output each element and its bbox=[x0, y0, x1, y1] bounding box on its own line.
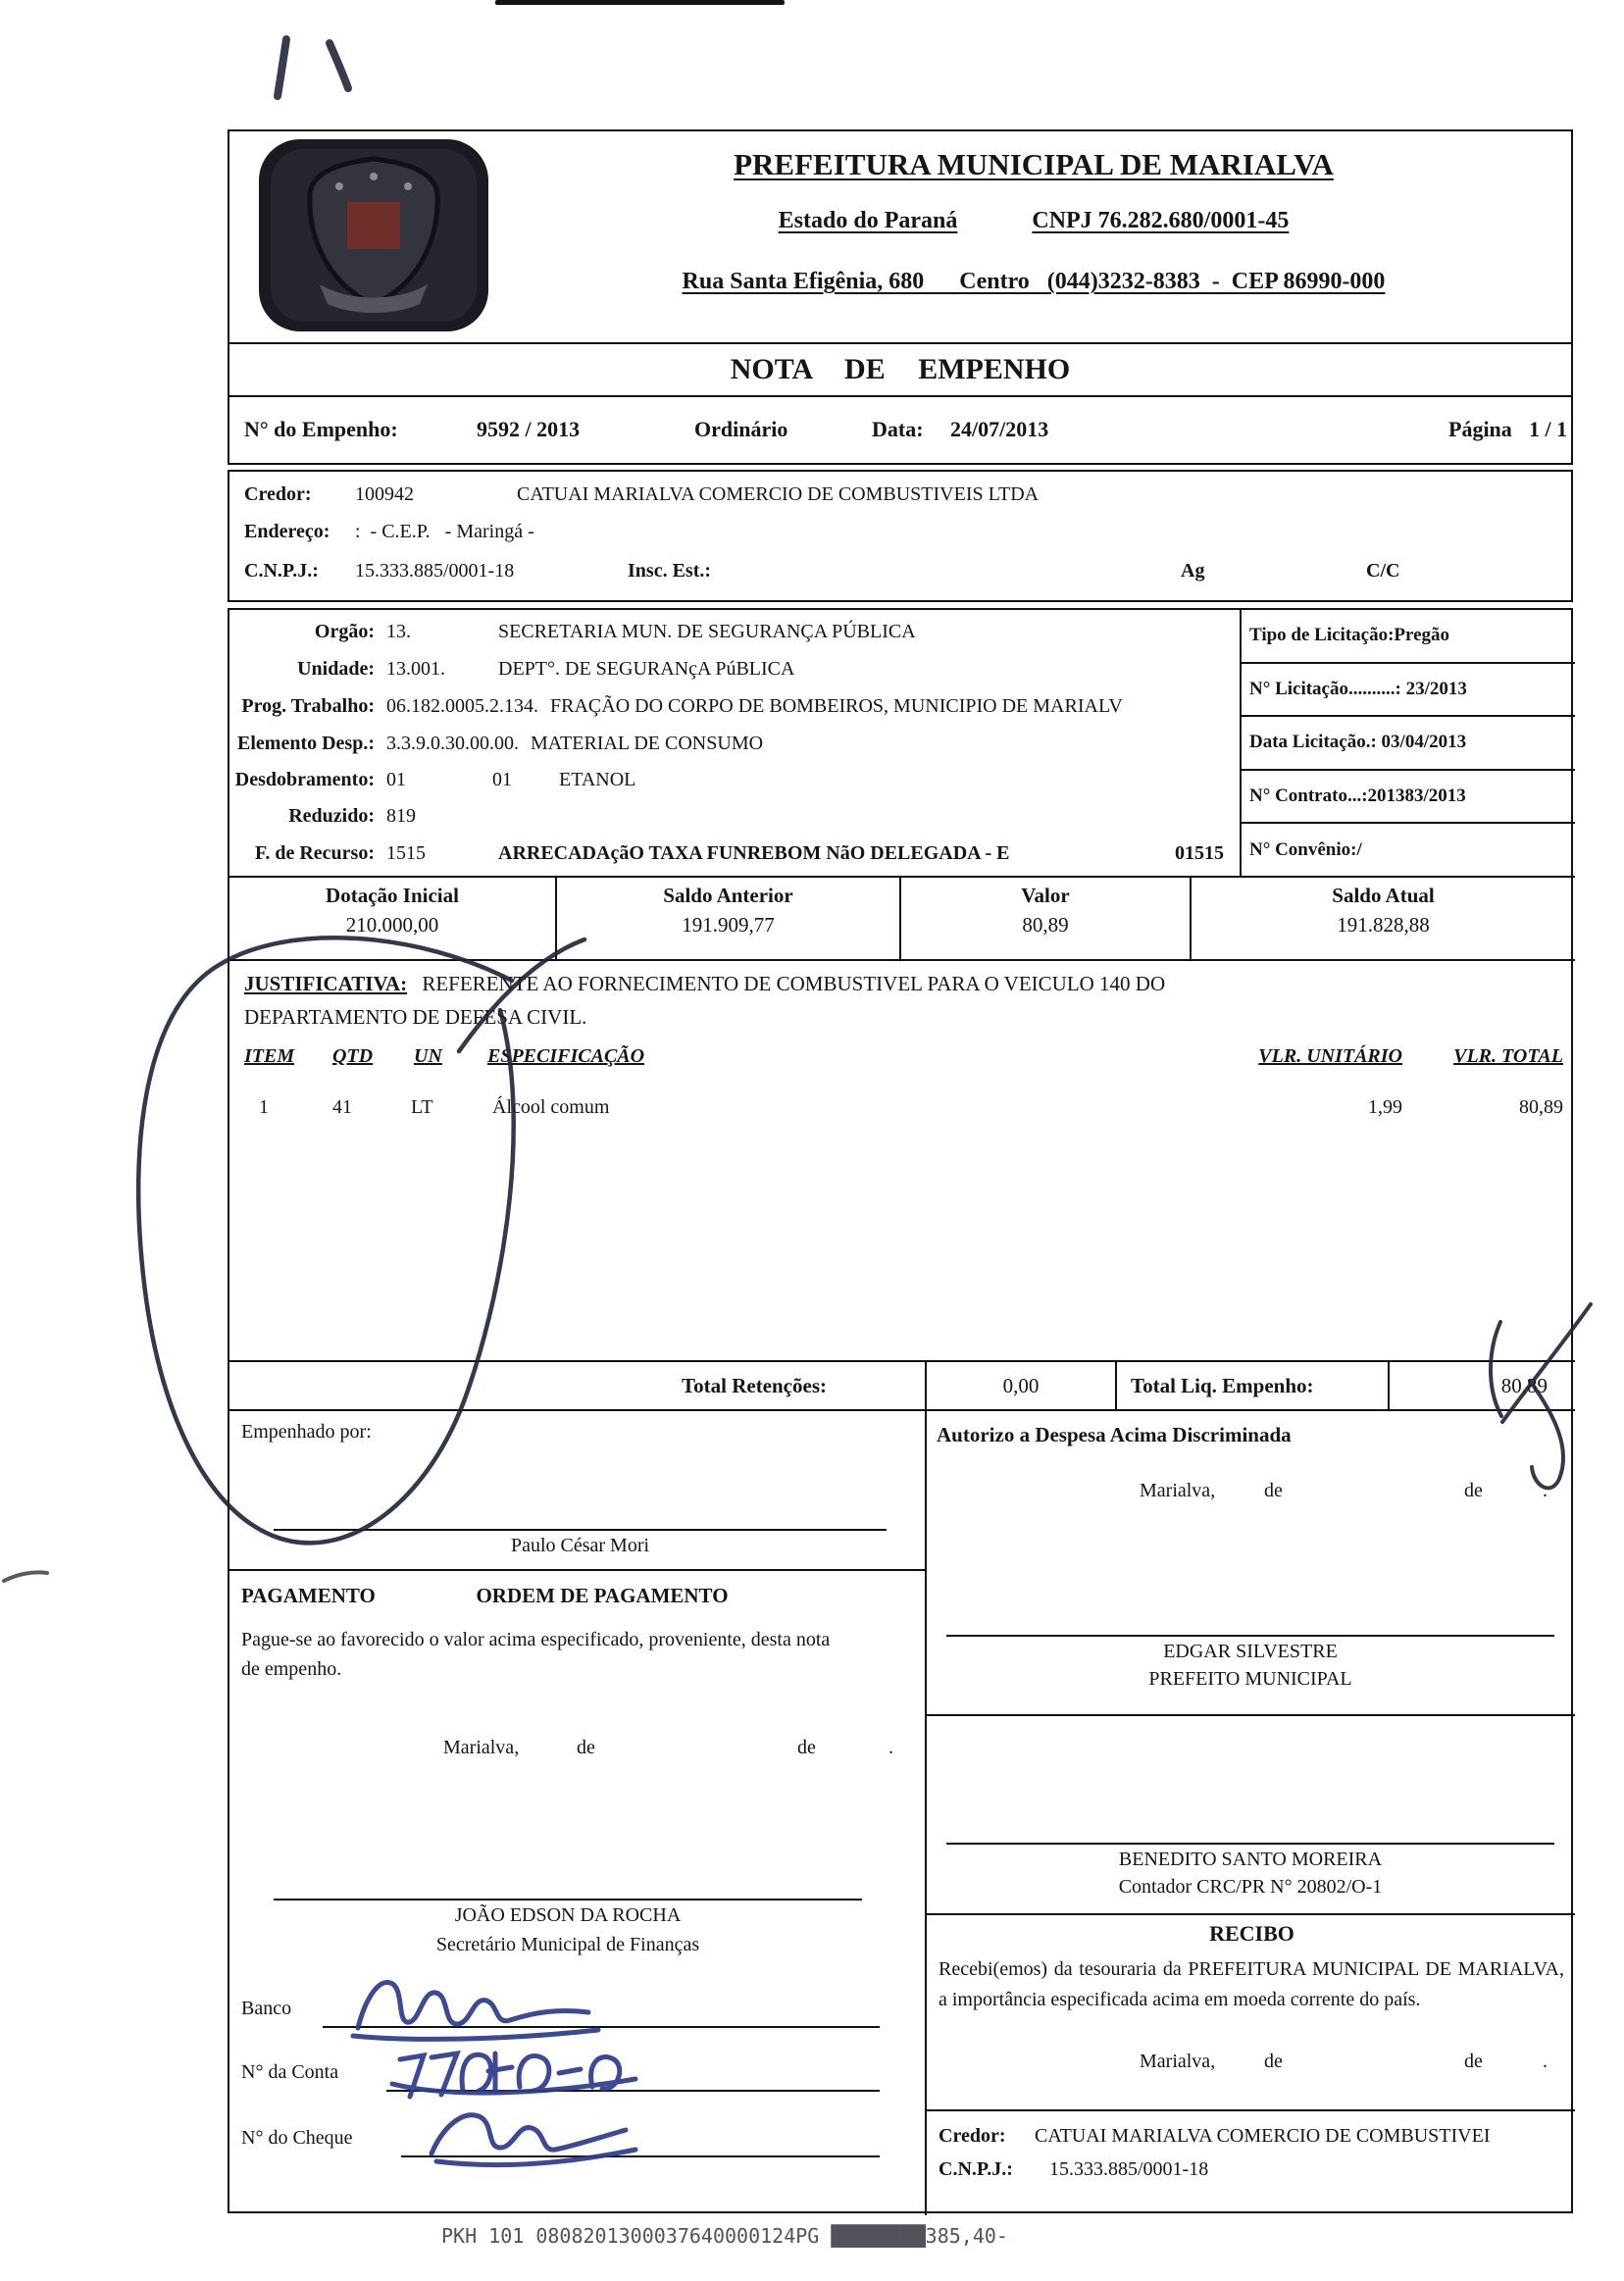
header-address-line bbox=[504, 269, 1563, 295]
municipal-crest-logo bbox=[251, 137, 496, 335]
item-unit: LT bbox=[411, 1096, 433, 1118]
vlr-unitario-col-header: VLR. UNITÁRIO bbox=[1258, 1045, 1402, 1067]
secretario-name: JOÃO EDSON DA ROCHA bbox=[454, 1904, 682, 1926]
secretario-role: Secretário Municipal de Finanças bbox=[435, 1934, 700, 1955]
balance-cell bbox=[229, 878, 555, 959]
reduzido-label: Reduzido: bbox=[288, 805, 375, 827]
budget-classification bbox=[229, 610, 1240, 876]
classification-row bbox=[229, 620, 1240, 643]
desdobramento-desc: ETANOL bbox=[559, 769, 636, 790]
balance-cell bbox=[555, 878, 899, 959]
section-divider bbox=[229, 1569, 925, 1571]
justification bbox=[244, 967, 1558, 1034]
justification-label: JUSTIFICATIVA: bbox=[244, 972, 408, 995]
right-signature-column bbox=[925, 1411, 1575, 2215]
bidding-number: N° Licitação..........: 23/2013 bbox=[1242, 662, 1575, 716]
classification-row bbox=[229, 804, 1240, 828]
desdobramento-code: 01 bbox=[386, 769, 406, 790]
justification-line1 bbox=[244, 967, 1558, 1000]
prog-trabalho-code: 06.182.0005.2.134. bbox=[386, 695, 538, 717]
page-label: Página bbox=[1448, 417, 1512, 441]
ordem-pagamento-text: Pague-se ao favorecido o valor acima especificado, proveniente, desta nota de empenho. bbox=[241, 1629, 831, 1680]
desdobramento-label: Desdobramento: bbox=[234, 769, 375, 790]
state-label: Estado do Paraná bbox=[778, 208, 958, 233]
org-cnpj: CNPJ 76.282.680/0001-45 bbox=[1032, 208, 1290, 233]
recibo-text: Recebi(emos) da tesouraria da PREFEITURA MUNICIPAL DE MARIALVA, a importância especificada acima em moeda corrente do país. bbox=[939, 1958, 1564, 2010]
vlr-total-col-header: VLR. TOTAL bbox=[1453, 1045, 1563, 1067]
balance-cell bbox=[1190, 878, 1575, 959]
item-unit-price: 1,99 bbox=[1368, 1096, 1402, 1118]
banco-label: Banco bbox=[241, 1998, 292, 2019]
bidding-info-column bbox=[1240, 610, 1575, 876]
city-date-city: Marialva, bbox=[443, 1737, 520, 1758]
city-date-de: de bbox=[1264, 1480, 1283, 1501]
creditor-code: 100942 bbox=[355, 483, 414, 505]
unidade-desc: DEPT°. DE SEGURANçA PúBLICA bbox=[498, 658, 795, 680]
liquido-value: 80,89 bbox=[1388, 1362, 1575, 1409]
reduzido-code: 819 bbox=[386, 805, 416, 827]
contador-name: BENEDITO SANTO MOREIRA bbox=[1118, 1849, 1383, 1870]
item-total-price: 80,89 bbox=[1519, 1096, 1563, 1118]
city-date-de: de bbox=[1264, 2051, 1283, 2072]
contract-number: N° Contrato...:201383/2013 bbox=[1242, 769, 1575, 823]
document-title: NOTA DE EMPENHO bbox=[229, 342, 1571, 397]
empenho-info-row bbox=[229, 397, 1571, 465]
fonte-recurso-code: 1515 bbox=[386, 842, 426, 864]
signature-line bbox=[946, 1843, 1554, 1845]
city-date-city: Marialva, bbox=[1140, 1480, 1216, 1501]
desdobramento-code2: 01 bbox=[492, 769, 512, 790]
unidade-code: 13.001. bbox=[386, 658, 445, 680]
city-date-dot: . bbox=[1543, 1480, 1548, 1501]
autorizo-text: Autorizo a Despesa Acima Discriminada bbox=[937, 1423, 1292, 1446]
signatures-area bbox=[229, 1411, 1575, 2215]
pen-dash-left-edge bbox=[4, 1572, 47, 1581]
bank-authentication-stamp: PKH 101 0808201300037640000124PG ████████385,40- bbox=[441, 2224, 1008, 2248]
item-qty: 41 bbox=[332, 1096, 352, 1118]
prog-trabalho-label: Prog. Trabalho: bbox=[241, 695, 375, 717]
dotacao-inicial-value: 210.000,00 bbox=[345, 913, 439, 937]
conta-label: N° da Conta bbox=[241, 2061, 339, 2083]
empenho-date-label: Data: bbox=[872, 417, 924, 441]
signature-line bbox=[274, 1529, 887, 1531]
recibo-title: RECIBO bbox=[1209, 1921, 1294, 1946]
city-date-city: Marialva, bbox=[1140, 2051, 1216, 2072]
header-box bbox=[228, 129, 1573, 465]
creditor-address-label: Endereço: bbox=[244, 521, 330, 542]
recibo-credor-name: CATUAI MARIALVA COMERCIO DE COMBUSTIVEI bbox=[1035, 2125, 1491, 2147]
classification-row bbox=[229, 732, 1240, 755]
org-title: PREFEITURA MUNICIPAL DE MARIALVA bbox=[734, 147, 1334, 181]
recibo-credor-label: Credor: bbox=[939, 2125, 1006, 2147]
unidade-label: Unidade: bbox=[297, 658, 375, 680]
item-row bbox=[229, 1096, 1575, 1126]
page-number: 1 / 1 bbox=[1529, 417, 1568, 441]
valor-value: 80,89 bbox=[1022, 913, 1069, 937]
bidding-type: Tipo de Licitação:Pregão bbox=[1249, 625, 1450, 646]
city-date-de: de bbox=[797, 1737, 816, 1758]
items-table-header bbox=[229, 1045, 1575, 1075]
empenho-number: 9592 / 2013 bbox=[477, 417, 581, 441]
classification-row bbox=[229, 657, 1240, 681]
header-title-line bbox=[504, 147, 1563, 182]
section-divider bbox=[927, 1714, 1575, 1716]
conta-fill-line bbox=[386, 2090, 880, 2092]
agreement-number: N° Convênio:/ bbox=[1242, 822, 1575, 876]
scan-artifact-top-edge bbox=[495, 0, 785, 5]
empenhado-por-label: Empenhado por: bbox=[241, 1421, 372, 1443]
signature-line bbox=[946, 1635, 1554, 1637]
balance-cell bbox=[899, 878, 1190, 959]
recibo-cnpj: 15.333.885/0001-18 bbox=[1049, 2158, 1209, 2180]
fonte-recurso-code2: 01515 bbox=[1175, 842, 1224, 864]
header-state-line bbox=[504, 208, 1563, 234]
empenho-number-label: N° do Empenho: bbox=[244, 417, 398, 441]
pen-marks-top bbox=[278, 39, 348, 96]
cheque-label: N° do Cheque bbox=[241, 2127, 353, 2149]
creditor-address: : - C.E.P. - Maringá - bbox=[355, 521, 534, 542]
agency-label: Ag bbox=[1181, 560, 1205, 582]
classification-row bbox=[229, 841, 1240, 865]
pagamento-title: PAGAMENTO bbox=[241, 1584, 376, 1607]
ordem-pagamento-title: ORDEM DE PAGAMENTO bbox=[476, 1584, 729, 1607]
section-divider bbox=[927, 1913, 1575, 1915]
signature-line bbox=[274, 1899, 862, 1901]
especificacao-col-header: ESPECIFICAÇÃO bbox=[487, 1045, 645, 1067]
prefeito-role: PREFEITO MUNICIPAL bbox=[1148, 1668, 1352, 1690]
classification-row bbox=[229, 768, 1240, 791]
prog-trabalho-desc: FRAÇÃO DO CORPO DE BOMBEIROS, MUNICIPIO DE MARIALV bbox=[550, 695, 1123, 717]
saldo-atual-value: 191.828,88 bbox=[1337, 913, 1430, 937]
creditor-box bbox=[228, 470, 1573, 602]
orgao-desc: SECRETARIA MUN. DE SEGURANÇA PÚBLICA bbox=[498, 621, 916, 642]
city-date-dot: . bbox=[888, 1737, 893, 1758]
elemento-desc: MATERIAL DE CONSUMO bbox=[531, 733, 764, 754]
empenho-date: 24/07/2013 bbox=[950, 417, 1049, 441]
un-col-header: UN bbox=[414, 1045, 442, 1067]
nota-de-empenho-form bbox=[228, 129, 1573, 2214]
retencoes-label: Total Retenções: bbox=[682, 1373, 827, 1397]
left-signature-column bbox=[229, 1411, 925, 2215]
account-label: C/C bbox=[1366, 560, 1400, 582]
banco-fill-line bbox=[323, 2026, 880, 2028]
city-date-dot: . bbox=[1543, 2051, 1548, 2072]
totals-row bbox=[229, 1360, 1575, 1411]
bidding-date: Data Licitação.: 03/04/2013 bbox=[1242, 715, 1575, 769]
retencoes-value: 0,00 bbox=[925, 1362, 1115, 1409]
orgao-label: Orgão: bbox=[314, 621, 375, 642]
prefeito-name: EDGAR SILVESTRE bbox=[1163, 1641, 1338, 1662]
creditor-cnpj: 15.333.885/0001-18 bbox=[355, 560, 515, 582]
classification-row bbox=[229, 694, 1240, 718]
creditor-cnpj-label: C.N.P.J.: bbox=[244, 560, 319, 582]
org-address: Rua Santa Efigênia, 680 Centro (044)3232-8383 - CEP 86990-000 bbox=[682, 269, 1386, 294]
fonte-recurso-desc: ARRECADAçãO TAXA FUNREBOM NãO DELEGADA - E bbox=[498, 842, 1010, 864]
city-date-de: de bbox=[1464, 2051, 1483, 2072]
main-box bbox=[228, 608, 1573, 2213]
state-registration-label: Insc. Est.: bbox=[628, 560, 712, 582]
city-date-de: de bbox=[577, 1737, 595, 1758]
fonte-recurso-label: F. de Recurso: bbox=[254, 842, 375, 864]
creditor-label: Credor: bbox=[244, 483, 312, 505]
liquido-label: Total Liq. Empenho: bbox=[1115, 1362, 1388, 1409]
recibo-cnpj-label: C.N.P.J.: bbox=[939, 2158, 1013, 2180]
qtd-col-header: QTD bbox=[332, 1045, 374, 1067]
elemento-label: Elemento Desp.: bbox=[237, 733, 375, 754]
section-divider bbox=[927, 2109, 1575, 2111]
creditor-name: CATUAI MARIALVA COMERCIO DE COMBUSTIVEIS LTDA bbox=[517, 483, 1040, 505]
justification-text1: REFERENTE AO FORNECIMENTO DE COMBUSTIVEL PARA O VEICULO 140 DO bbox=[422, 972, 1166, 995]
item-number: 1 bbox=[259, 1096, 269, 1118]
empenhado-signer-name: Paulo César Mori bbox=[510, 1535, 650, 1556]
elemento-code: 3.3.9.0.30.00.00. bbox=[386, 733, 519, 754]
column-header: Saldo Anterior bbox=[663, 884, 793, 907]
contador-role: Contador CRC/PR N° 20802/O-1 bbox=[1118, 1876, 1383, 1898]
column-header: Valor bbox=[1021, 884, 1070, 907]
city-date-de: de bbox=[1464, 1480, 1483, 1501]
empenho-type: Ordinário bbox=[694, 417, 788, 441]
item-col-header: ITEM bbox=[244, 1045, 295, 1067]
justification-text2: DEPARTAMENTO DE DEFESA CIVIL. bbox=[244, 1005, 587, 1029]
column-header: Saldo Atual bbox=[1332, 884, 1435, 907]
item-description: Álcool comum bbox=[492, 1096, 610, 1118]
saldo-anterior-value: 191.909,77 bbox=[682, 913, 775, 937]
column-header: Dotação Inicial bbox=[326, 884, 459, 907]
budget-balance-table bbox=[229, 876, 1575, 961]
orgao-code: 13. bbox=[386, 621, 411, 642]
cheque-fill-line bbox=[401, 2155, 880, 2157]
